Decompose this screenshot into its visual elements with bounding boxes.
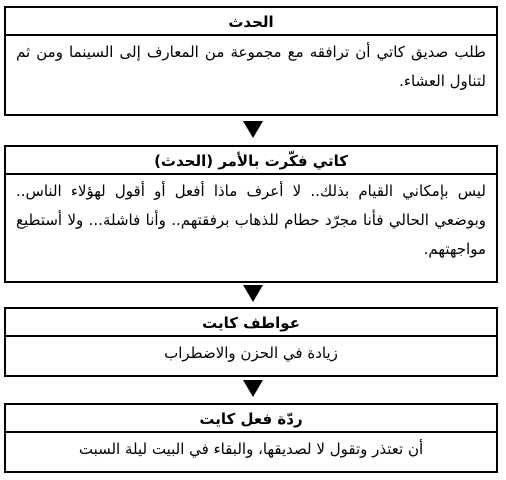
emotions-box [4,307,498,377]
reaction-box [4,403,498,473]
down-arrow-icon [243,380,263,397]
thoughts-box [4,145,498,283]
reaction-box-text: أن تعتذر وتقول لا لصديقها، والبقاء في البيت ليلة السبت [78,440,424,458]
thoughts-box-title: كاتي فكّرت بالأمر (الحدث) [6,147,496,175]
emotions-box-title: عواطف كايت [6,309,496,337]
down-arrow-icon [243,121,263,138]
event-box-text: طلب صديق كاتي أن ترافقه مع مجموعة من المعارف إلى السينما ومن ثم لتناول العشاء. [16,43,486,90]
reaction-box-title: ردّة فعل كايت [6,405,496,433]
emotions-box-text: زيادة في الحزن والاضطراب [164,344,338,362]
event-box [4,6,498,116]
thoughts-box-text: ليس بإمكاني القيام بذلك.. لا أعرف ماذا أفعل أو أقول لهؤلاء الناس.. وبوضعي الحالي فأنا مجرّد حطام للذهاب برفقتهم.. وأنا فاشلة... ولا أستطيع مواجهتهم. [16,182,486,258]
event-box-title: الحدث [6,8,496,36]
down-arrow-icon [243,285,263,302]
